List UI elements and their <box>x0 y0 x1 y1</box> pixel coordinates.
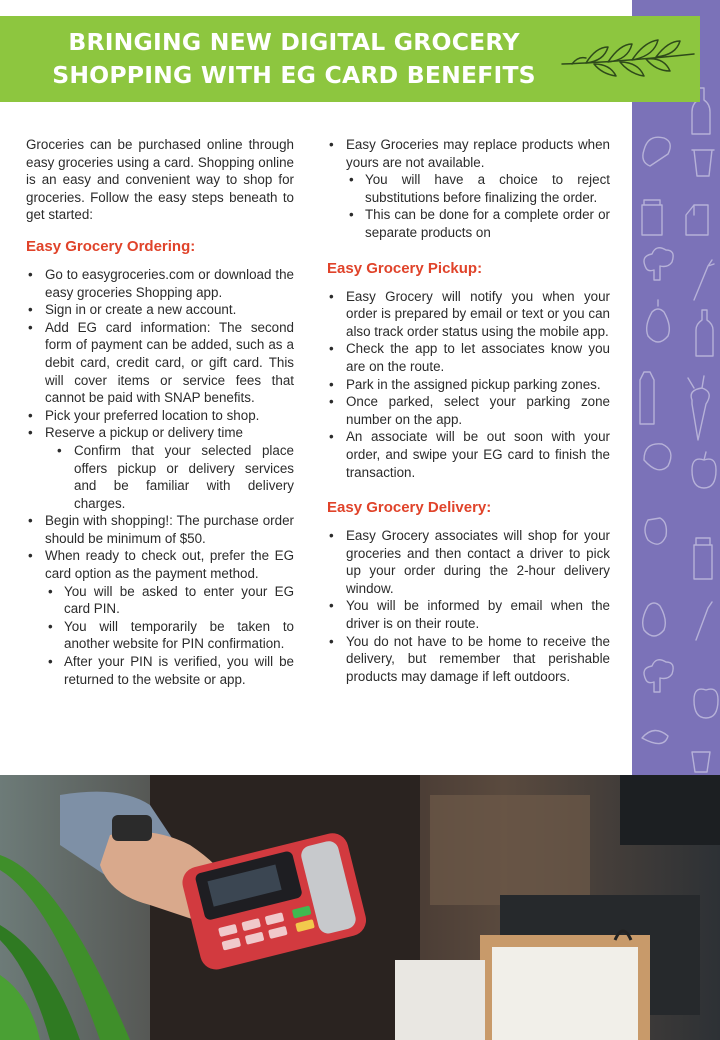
list-item: • Sign in or create a new account. <box>26 301 294 319</box>
title-line-1: BRINGING NEW DIGITAL GROCERY <box>68 28 520 56</box>
list-item: • Add EG card information: The second form of payment can be added, such as a debit card, credit card, or gift card. This will cover items or service fees that cannot be paid with SNAP benefits. <box>26 319 294 407</box>
list-item: • Easy Grocery will notify you when your order is prepared by email or text or you can also track order status using the mobile app. <box>327 288 610 341</box>
reserve-sublist <box>45 442 294 512</box>
delivery-list <box>327 527 610 685</box>
ordering-list <box>26 266 294 688</box>
pear-doodle <box>647 300 670 342</box>
paper-sheet <box>395 960 485 1040</box>
jar-doodle <box>642 200 662 235</box>
pickup-heading: Easy Grocery Pickup: <box>327 259 483 277</box>
list-item-text: When ready to check out, prefer the EG card option as the payment method. <box>45 548 294 582</box>
sub-list-item: • You will temporarily be taken to another website for PIN confirmation. <box>45 618 294 653</box>
pickup-list <box>327 288 610 482</box>
replace-list <box>327 136 610 242</box>
checkout-sublist <box>45 583 294 689</box>
title-line-2: SHOPPING WITH EG CARD BENEFITS <box>52 61 536 89</box>
list-item: • Park in the assigned pickup parking zones. <box>327 376 610 394</box>
apple-doodle <box>694 689 718 718</box>
list-item: • Easy Grocery associates will shop for your groceries and then contact a driver to pick up your order during the 2-hour delivery window. <box>327 527 610 597</box>
cup-doodle <box>692 150 714 176</box>
right-column <box>327 136 610 685</box>
sauce-bottle-doodle <box>640 372 654 424</box>
beet-doodle <box>688 376 709 440</box>
grocery-doodle-sidebar <box>632 0 720 775</box>
cabbage-doodle <box>644 444 671 470</box>
ordering-heading: Easy Grocery Ordering: <box>26 237 196 255</box>
wrist-watch <box>112 815 152 841</box>
leaf-branch-icon <box>558 34 698 90</box>
pear-doodle <box>643 603 666 636</box>
list-item-text: Reserve a pickup or delivery time <box>45 425 243 441</box>
cup-doodle <box>692 752 710 772</box>
sub-list-item: • After your PIN is verified, you will be returned to the website or app. <box>45 653 294 688</box>
background-shelf <box>430 795 590 905</box>
milk-bottle-doodle <box>694 538 712 579</box>
intro-paragraph: Groceries can be purchased online through easy groceries using a card. Shopping online is an easy and convenient way to shop for groceries. Follow the easy steps beneath to get started: <box>26 137 294 223</box>
grocery-doodle-pattern <box>632 0 720 775</box>
delivery-heading: Easy Grocery Delivery: <box>327 499 492 517</box>
payment-terminal-photo <box>0 775 720 1040</box>
bread-doodle <box>643 137 670 166</box>
sub-list-item: • This can be done for a complete order or separate products on <box>346 206 610 241</box>
list-item-text: Easy Groceries may replace products when yours are not available. <box>346 137 610 170</box>
list-item <box>327 136 610 242</box>
sub-list-item: • You will be asked to enter your EG card PIN. <box>45 583 294 618</box>
eggplant-doodle <box>645 518 666 544</box>
page-title <box>24 26 564 92</box>
list-item: • You do not have to be home to receive the delivery, but remember that perishable products may damage if left outdoors. <box>327 633 610 686</box>
croissant-doodle <box>642 730 668 743</box>
broccoli-doodle <box>644 660 673 692</box>
sub-list-item: • Confirm that your selected place offers pickup or delivery services and be familiar with delivery charges. <box>45 442 294 512</box>
payment-terminal-illustration <box>0 775 720 1040</box>
apple-doodle <box>692 452 716 488</box>
carrot-doodle <box>696 602 712 640</box>
monitor-shape <box>620 775 720 845</box>
list-item: • Once parked, select your parking zone number on the app. <box>327 393 610 428</box>
list-item: • Check the app to let associates know you are on the route. <box>327 340 610 375</box>
list-item: • Pick your preferred location to shop. <box>26 407 294 425</box>
list-item: • You will be informed by email when the driver is on their route. <box>327 597 610 632</box>
list-item: • Begin with shopping!: The purchase order should be minimum of $50. <box>26 512 294 547</box>
milk-carton-doodle <box>686 205 708 235</box>
title-banner <box>0 16 700 102</box>
carrot-doodle <box>694 260 714 300</box>
left-column <box>26 136 294 688</box>
bottle-doodle <box>696 310 713 356</box>
list-item <box>26 424 294 512</box>
list-item: • Go to easygroceries.com or download the easy groceries Shopping app. <box>26 266 294 301</box>
broccoli-doodle <box>644 248 673 280</box>
replace-sublist <box>346 171 610 241</box>
list-item: • An associate will be out soon with your order, and swipe your EG card to finish the transaction. <box>327 428 610 481</box>
sub-list-item: • You will have a choice to reject substitutions before finalizing the order. <box>346 171 610 206</box>
list-item <box>26 547 294 688</box>
